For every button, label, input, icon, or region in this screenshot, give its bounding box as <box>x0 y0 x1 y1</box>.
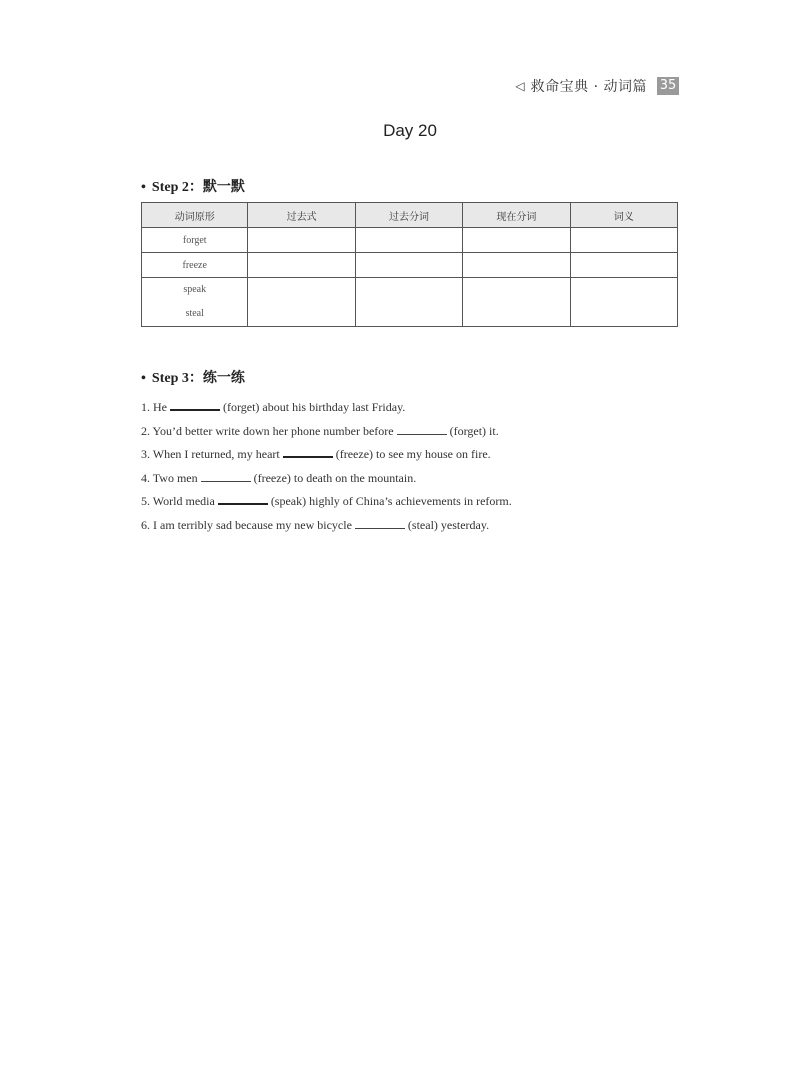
table-cell-blank[interactable] <box>463 278 570 327</box>
table-row <box>142 228 678 253</box>
header-present-participle: 现在分词 <box>463 203 570 228</box>
verb-speak: speak <box>183 284 207 295</box>
book-title: 救命宝典 · 动词篇 <box>530 79 647 95</box>
exercise-text: 6. I am terribly sad because my new bicycle <box>141 517 355 532</box>
answer-blank[interactable] <box>201 471 251 482</box>
answer-blank[interactable] <box>355 518 405 529</box>
bullet-icon: • <box>141 371 146 386</box>
table-cell-blank[interactable] <box>463 253 570 278</box>
table-cell-blank[interactable] <box>355 228 462 253</box>
step2-heading <box>141 176 245 196</box>
exercise-item <box>141 420 701 444</box>
step2-label: Step 2：默一默 <box>151 180 245 195</box>
bullet-icon: • <box>141 180 146 195</box>
page-number: 35 <box>657 77 679 95</box>
table-cell-verb: forget <box>142 228 248 253</box>
exercise-text: 5. World media <box>141 494 218 508</box>
exercise-list <box>141 396 701 537</box>
table-row <box>142 278 678 327</box>
exercise-text: 2. You’d better write down her phone number before <box>141 423 397 438</box>
table-cell-verb: freeze <box>142 253 248 278</box>
table-cell-blank[interactable] <box>355 278 462 327</box>
table-cell-blank[interactable] <box>248 228 355 253</box>
header-meaning: 词义 <box>570 203 677 228</box>
verb-steal: steal <box>185 308 204 319</box>
exercise-text: 3. When I returned, my heart <box>141 447 283 461</box>
page-title: Day 20 <box>383 121 437 140</box>
answer-blank[interactable] <box>397 424 447 435</box>
exercise-text: (forget) it. <box>446 423 499 438</box>
exercise-item <box>141 514 701 538</box>
table-cell-blank[interactable] <box>570 228 677 253</box>
exercise-text: 1. He <box>141 400 170 414</box>
exercise-text: (freeze) to death on the mountain. <box>250 470 417 485</box>
answer-blank[interactable] <box>283 446 333 458</box>
step3-heading <box>141 367 245 387</box>
verb-table <box>141 202 678 327</box>
exercise-item <box>141 467 701 491</box>
exercise-text: (forget) about his birthday last Friday. <box>220 400 406 414</box>
left-triangle-icon: ◁ <box>515 79 525 93</box>
table-cell-blank[interactable] <box>463 228 570 253</box>
table-row <box>142 253 678 278</box>
header-past-tense: 过去式 <box>248 203 355 228</box>
header-past-participle: 过去分词 <box>355 203 462 228</box>
answer-blank[interactable] <box>218 493 268 505</box>
table-header-row <box>142 203 678 228</box>
table-cell-blank[interactable] <box>248 253 355 278</box>
table-cell-blank[interactable] <box>248 278 355 327</box>
table-cell-blank[interactable] <box>570 253 677 278</box>
exercise-text: (speak) highly of China’s achievements in reform. <box>267 494 512 508</box>
exercise-text: 4. Two men <box>141 470 201 485</box>
page-header <box>515 75 679 97</box>
table-cell-verb <box>142 278 248 327</box>
header-base-form: 动词原形 <box>142 203 248 228</box>
table-cell-blank[interactable] <box>355 253 462 278</box>
step3-label: Step 3：练一练 <box>151 371 245 386</box>
exercise-item <box>141 443 701 467</box>
exercise-text: (steal) yesterday. <box>404 517 490 532</box>
exercise-text: (freeze) to see my house on fire. <box>332 447 491 461</box>
exercise-item <box>141 490 701 514</box>
answer-blank[interactable] <box>170 399 220 411</box>
exercise-item <box>141 396 701 420</box>
table-cell-blank[interactable] <box>570 278 677 327</box>
